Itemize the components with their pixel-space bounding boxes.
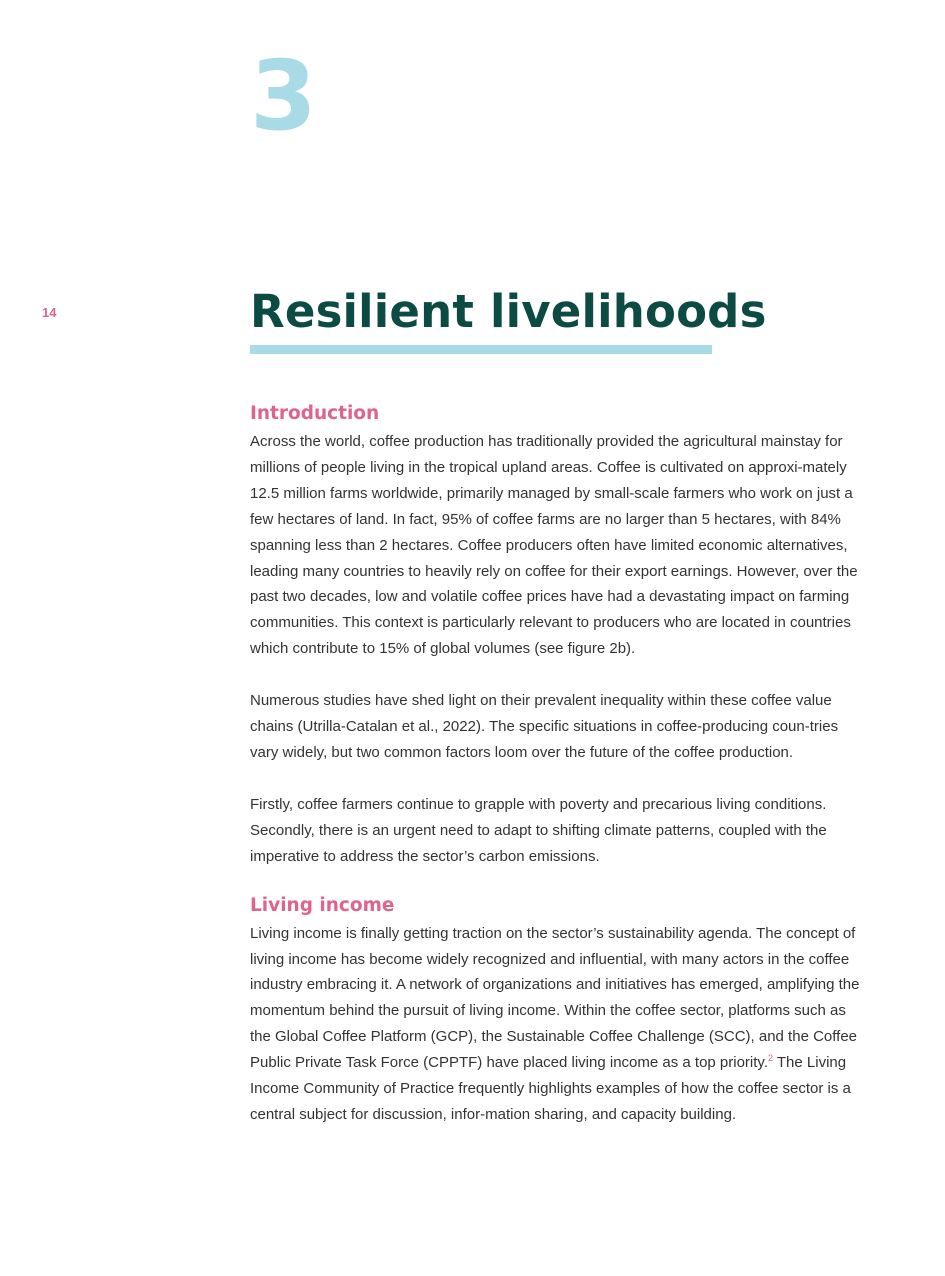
body-paragraph <box>250 921 865 1128</box>
body-content <box>250 399 865 1128</box>
section-heading-living-income: Living income <box>250 894 395 916</box>
paragraph-text: Living income is finally getting traction on the sector’s sustainability agenda. The concept of living income has become widely recognized and influential, with many actors in the coffee industry embracing it. A network of organizations and initiatives has emerged, amplifying the momentum behind the pursuit of living income. Within the coffee sector, platforms such as the Global Coffee Platform (GCP), the Sustainable Coffee Challenge (SCC), and the Coffee Public Private Task Force (CPPTF) have placed living income as a top priority. <box>250 924 860 1072</box>
body-paragraph: Firstly, coffee farmers continue to grapple with poverty and precarious living conditions. Secondly, there is an urgent need to adapt to shifting climate patterns, coupled with the imperative to address the sector’s carbon emissions. <box>250 795 827 865</box>
section-heading-introduction: Introduction <box>250 403 380 424</box>
footnote-reference[interactable]: 2 <box>767 1053 773 1064</box>
chapter-number: 3 <box>250 40 317 152</box>
title-underline <box>250 345 712 354</box>
section-introduction <box>250 399 865 870</box>
section-living-income <box>250 891 865 1128</box>
body-paragraph: Across the world, coffee production has traditionally provided the agricultural mainstay for millions of people living in the tropical upland areas. Coffee is cultivated on approxi-mately 12.5 million farms worldwide, primarily managed by small-scale farmers who work on just a few hectares of land. In fact, 95% of coffee farms are no larger than 5 hectares, with 84% spanning less than 2 hectares. Coffee producers often have limited economic alternatives, leading many countries to heavily rely on coffee for their export earnings. However, over the past two decades, low and volatile coffee prices have had a devastating impact on farming communities. This context is particularly relevant to producers who are located in countries which contribute to 15% of global volumes (see figure 2b). <box>250 433 858 658</box>
body-paragraph: Numerous studies have shed light on their prevalent inequality within these coffee value chains (Utrilla-Catalan et al., 2022). The specific situations in coffee-producing coun-tries vary widely, but two common factors loom over the future of the coffee production. <box>250 692 839 761</box>
chapter-title: Resilient livelihoods <box>250 285 767 338</box>
page-number: 14 <box>42 305 57 320</box>
paragraph-text: The Living Income Community of Practice frequently highlights examples of how the coffee sector is a central subject for discussion, infor-mation sharing, and capacity building. <box>250 1054 851 1123</box>
